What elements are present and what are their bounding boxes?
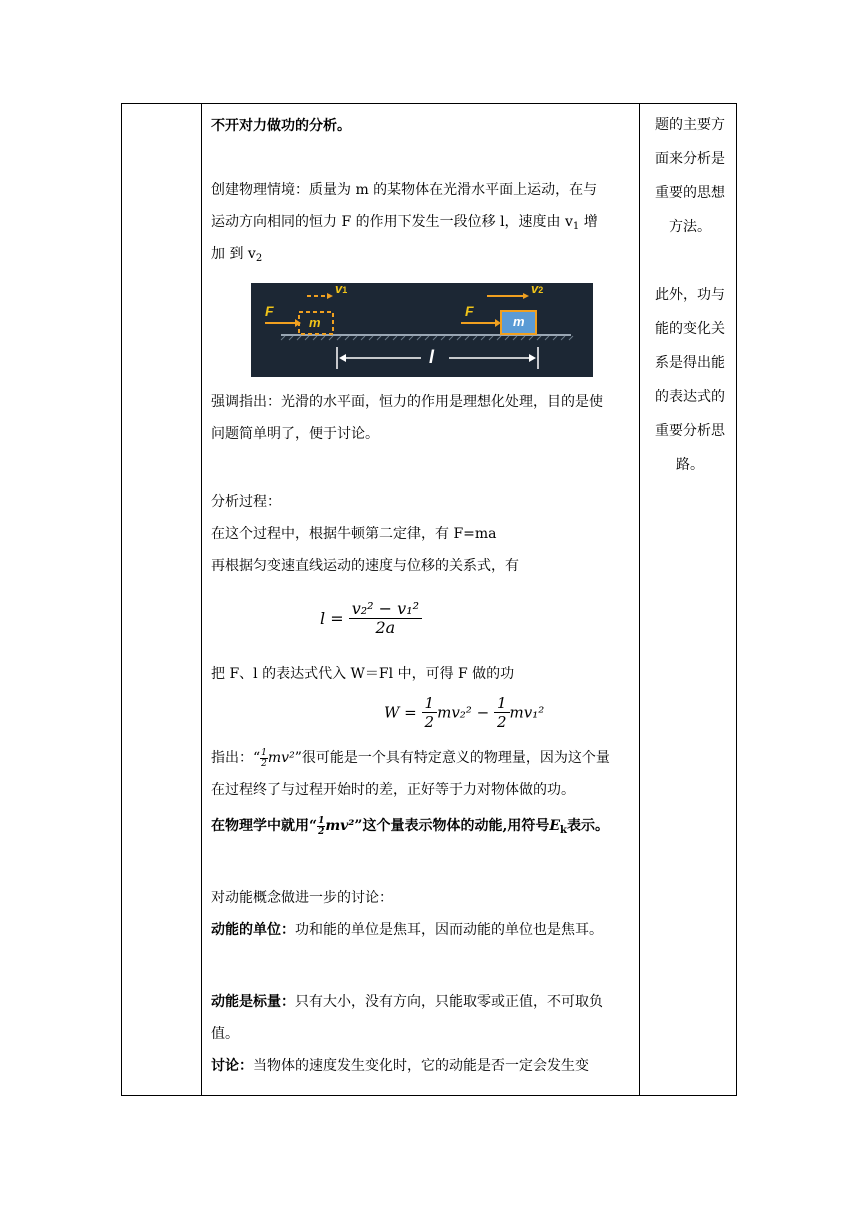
- scenario-line-2: [211, 206, 635, 238]
- scenario-line-3-text: 加 到 v: [211, 246, 256, 262]
- definition-expr: mv²: [325, 818, 355, 834]
- eq2-half-1: $\frac{1}{2}$: [422, 694, 438, 731]
- side-line-3: 重要的思想: [655, 185, 725, 201]
- scenario-line-1: 创建物理情境：质量为 m 的某物体在光滑水平面上运动，在与: [211, 182, 598, 198]
- subscript-2: 2: [255, 253, 263, 264]
- label-l: l: [429, 347, 435, 367]
- side-line-4: 方法。: [669, 219, 711, 235]
- motion-diagram: [251, 283, 593, 377]
- table-right-border: [736, 103, 737, 1096]
- side-column: [648, 108, 732, 482]
- main-column-bottom: [211, 742, 635, 1082]
- scalar-line: [211, 986, 635, 1018]
- side-line-8: 系是得出能: [655, 355, 725, 371]
- main-column-lower: [211, 386, 635, 582]
- table-bottom-border: [121, 1095, 737, 1096]
- side-line-6: 此外，功与: [655, 287, 725, 303]
- discuss-text: 当物体的速度发生变化时，它的动能是否一定会发生变: [253, 1058, 589, 1074]
- scalar-line-2: 值。: [211, 1026, 239, 1042]
- eq1-denominator: 2a: [375, 618, 396, 637]
- analysis-line-2: 再根据匀变速直线运动的速度与位移的关系式，有: [211, 558, 519, 574]
- eq2-term-1: mv₂²: [437, 703, 472, 722]
- half-fraction-inline: $\frac{1}{2}$: [261, 747, 267, 769]
- emphasis-line-2: 问题简单明了，便于讨论。: [211, 426, 379, 442]
- point-line-1: 指出：“ $\frac{1}{2}$ mv²”很可能是一个具有特定意义的物理量，因为这个量: [211, 747, 610, 769]
- definition-line: 在物理学中就用“ $\frac{1}{2}$ mv²”这个量表示物体的动能,用符号$E_k$表示。: [211, 815, 609, 837]
- kinetic-energy-subscript: k: [560, 825, 567, 836]
- subscript-1: 1: [572, 221, 580, 232]
- side-line-1: 题的主要方: [655, 117, 725, 133]
- diagram-background: [251, 283, 593, 377]
- half-fraction-definition: $\frac{1}{2}$: [318, 815, 325, 837]
- analysis-line-1: 在这个过程中，根据牛顿第二定律，有 F=ma: [211, 526, 497, 542]
- emphasis-line-1: 强调指出：光滑的水平面，恒力的作用是理想化处理，目的是使: [211, 394, 603, 410]
- eq1-fraction: [349, 600, 422, 637]
- main-column-subst: [211, 658, 635, 690]
- discuss-label: 讨论：: [211, 1058, 253, 1074]
- scenario-line-2-tail: 增: [583, 214, 598, 230]
- substitution-line: 把 F、l 的表达式代入 W＝Fl 中，可得 F 做的功: [211, 666, 515, 682]
- side-gap: [648, 244, 732, 278]
- label-F2: F: [465, 303, 474, 319]
- table-col-divider-2: [639, 103, 640, 1096]
- analysis-title: 分析过程：: [211, 494, 281, 510]
- table-top-border: [121, 103, 737, 104]
- scalar-label: 动能是标量：: [211, 994, 295, 1010]
- section-heading: 不开对力做功的分析。: [211, 118, 351, 134]
- eq2-term-2: mv₁²: [509, 703, 545, 722]
- label-v1: v1: [335, 281, 348, 296]
- eq2-half-2: $\frac{1}{2}$: [494, 694, 510, 731]
- equation-displacement: [320, 600, 422, 646]
- side-line-9: 的表达式的: [655, 389, 725, 405]
- point-expr: mv²: [267, 750, 295, 766]
- scalar-text: 只有大小，没有方向，只能取零或正值，不可取负: [295, 994, 603, 1010]
- label-m2: m: [513, 314, 525, 329]
- table-left-border: [121, 103, 122, 1096]
- equation-work: [384, 694, 544, 740]
- kinetic-energy-symbol: E: [549, 818, 561, 834]
- table-col-divider-1: [201, 103, 202, 1096]
- label-F1: F: [265, 303, 274, 319]
- side-line-7: 能的变化关: [655, 321, 725, 337]
- label-m1: m: [309, 315, 321, 330]
- side-line-2: 面来分析是: [655, 151, 725, 167]
- label-v2: v2: [531, 281, 544, 296]
- further-title: 对动能概念做进一步的讨论：: [211, 890, 393, 906]
- scenario-line-2-text: 运动方向相同的恒力 F 的作用下发生一段位移 l，速度由 v: [211, 214, 573, 230]
- side-line-10: 重要分析思: [655, 423, 725, 439]
- unit-text: 功和能的单位是焦耳，因而动能的单位也是焦耳。: [295, 922, 603, 938]
- eq2-minus: −: [476, 703, 490, 722]
- eq1-lhs: l =: [320, 609, 344, 628]
- eq2-lhs: W =: [384, 703, 417, 722]
- unit-label: 动能的单位：: [211, 922, 295, 938]
- unit-line: [211, 914, 635, 946]
- main-column: [211, 110, 635, 270]
- point-line-2: 在过程终了与过程开始时的差，正好等于力对物体做的功。: [211, 782, 575, 798]
- eq1-numerator: v₂² − v₁²: [349, 600, 422, 619]
- scenario-line-3: [211, 238, 635, 270]
- side-line-11: 路。: [676, 457, 704, 473]
- motion-diagram-svg: [251, 283, 593, 377]
- discuss-line: [211, 1050, 635, 1082]
